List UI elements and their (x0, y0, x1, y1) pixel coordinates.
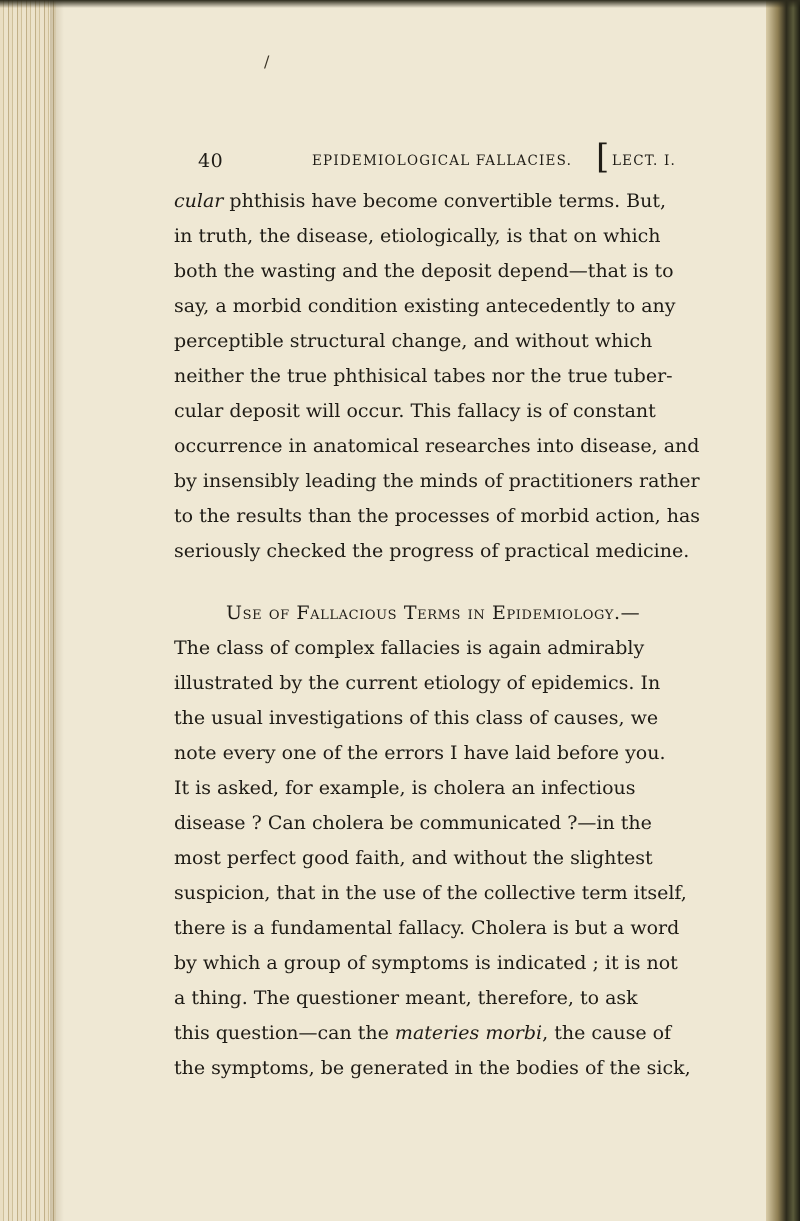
text-line: the usual investigations of this class of causes, we (174, 707, 659, 729)
text-line: seriously checked the progress of practical medicine. (174, 540, 690, 562)
text-line: It is asked, for example, is cholera an infectious (174, 777, 636, 799)
book-page (140, 137, 730, 1079)
text-line: by which a group of symptoms is indicated ; it is not (174, 952, 678, 974)
running-title: EPIDEMIOLOGICAL FALLACIES. (312, 153, 573, 169)
stray-mark: / (264, 52, 270, 71)
text-line: cular deposit will occur. This fallacy is of constant (174, 400, 656, 422)
text-line: both the wasting and the deposit depend—that is to (174, 260, 674, 282)
text-line: the symptoms, be generated in the bodies of the sick, (174, 1057, 691, 1079)
text-line: note every one of the errors I have laid before you. (174, 742, 666, 764)
section-heading: Use of Fallacious Terms in Epidemiology.— (226, 602, 641, 624)
text-line: a thing. The questioner meant, therefore, to ask (174, 987, 638, 1009)
text-line: disease ? Can cholera be communicated ?—in the (174, 812, 652, 834)
text-line: say, a morbid condition existing antecedently to any (174, 295, 676, 317)
text-line: suspicion, that in the use of the collective term itself, (174, 882, 687, 904)
book-edge-top (0, 0, 800, 8)
lecture-label: LECT. I. (612, 153, 676, 169)
text-line: in truth, the disease, etiologically, is that on which (174, 225, 661, 247)
text-line: most perfect good faith, and without the slightest (174, 847, 653, 869)
text-line: illustrated by the current etiology of epidemics. In (174, 672, 661, 694)
line-text: phthisis have become convertible terms. But, (223, 190, 667, 212)
text-line: by insensibly leading the minds of practitioners rather (174, 470, 700, 492)
text-line: occurrence in anatomical researches into disease, and (174, 435, 700, 457)
text-line (174, 190, 666, 212)
text-line: perceptible structural change, and without which (174, 330, 653, 352)
text-line: The class of complex fallacies is again admirably (174, 637, 645, 659)
text-line: neither the true phthisical tabes nor the true tuber- (174, 365, 673, 387)
text-line: to the results than the processes of morbid action, has (174, 505, 701, 527)
italic-word: cular (174, 190, 224, 212)
line-text: , the cause of (542, 1022, 672, 1044)
text-line (174, 1022, 671, 1044)
header-bracket: [ (596, 137, 610, 177)
running-header (140, 137, 730, 177)
book-gutter-left (0, 0, 56, 1221)
line-text: this question—can the (174, 1022, 395, 1044)
gutter-shadow (50, 0, 64, 1221)
text-line: there is a fundamental fallacy. Cholera is but a word (174, 917, 680, 939)
italic-phrase: materies morbi (394, 1022, 543, 1044)
book-edge-right (766, 0, 800, 1221)
page-number: 40 (198, 150, 224, 172)
